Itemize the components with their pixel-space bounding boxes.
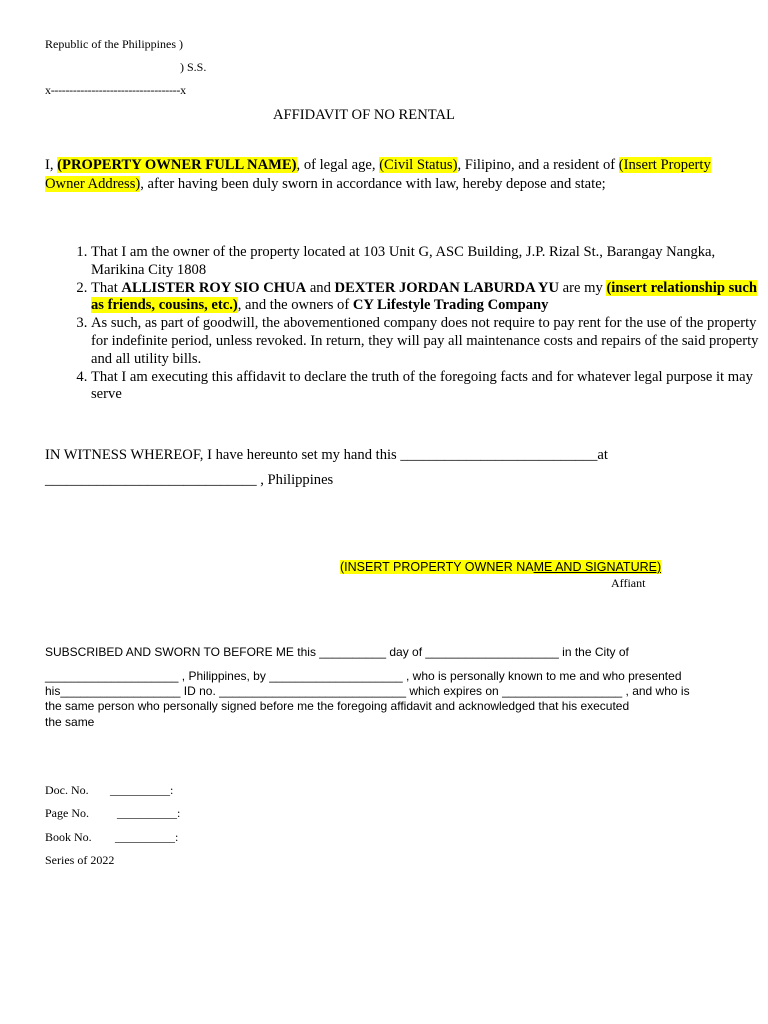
statement-item-1: 1. That I am the owner of the property located at 103 Unit G, ASC Building, J.P. Rizal St., Barangay Nangka, Marikina City 1808 (91, 244, 768, 280)
separator-line: x-----------------------------------x (45, 83, 186, 97)
address-placeholder: (Insert Property Owner Address) (45, 157, 711, 192)
company-name: CY Lifestyle Trading Company (352, 297, 549, 314)
page-no-blank: __________: (117, 806, 181, 820)
ss-line: ) S.S. (180, 60, 207, 74)
page-no-label: Page No. (45, 806, 89, 820)
document-title: AFFIDAVIT OF NO RENTAL (273, 107, 455, 123)
statement-item-4: 4. That I am executing this affidavit to declare the truth of the foregoing facts and for whatever legal purpose it may serve (91, 369, 768, 405)
notary-line-1: SUBSCRIBED AND SWORN TO BEFORE ME this __________ day of ____________________ in the City of (45, 645, 629, 659)
notary-line-2: ____________________ , Philippines, by ____________________ , who is personally known to me and who presented (45, 669, 682, 683)
witness-line-1: IN WITNESS WHEREOF, I have hereunto set my hand this ___________________________at (45, 447, 608, 463)
signature-name-part-2: ME AND SIGNATURE) (533, 560, 662, 574)
item2-text-1: That (91, 279, 122, 296)
affiant-label: Affiant (611, 576, 646, 590)
doc-no-blank: __________: (110, 783, 174, 797)
series-label: Series of 2022 (45, 853, 115, 867)
intro-text-1: I, (45, 157, 58, 173)
statement-item-2 (91, 280, 768, 316)
intro-text-2: , of legal age, (296, 157, 380, 173)
notary-line-4: the same person who personally signed before me the foregoing affidavit and acknowledged that his executed (45, 699, 630, 713)
witness-line-2: _____________________________ , Philippines (45, 472, 334, 488)
statement-item-3: 3. As such, as part of goodwill, the abovementioned company does not require to pay rent for the use of the property for indefinite period, unless revoked. In return, they will pay all maintenance costs and repairs of the said property and all utility bills. (91, 315, 768, 368)
notary-line-3: his__________________ ID no. ____________________________ which expires on __________________ , and who is (45, 684, 690, 698)
book-no-blank: __________: (115, 830, 179, 844)
item2-text-2: and (306, 279, 335, 296)
item2-text-3: are my (559, 279, 607, 296)
person-name-1: ALLISTER ROY SIO CHUA (121, 279, 307, 296)
relationship-placeholder: (insert relationship such as friends, cousins, etc.) (91, 279, 757, 314)
notary-line-5: the same (45, 715, 95, 729)
civil-status-placeholder: (Civil Status) (379, 157, 458, 173)
republic-line: Republic of the Philippines ) (45, 37, 183, 51)
intro-text-3: , Filipino, and a resident of (457, 157, 619, 173)
signature-name-part-1: (INSERT PROPERTY OWNER NA (340, 560, 534, 574)
owner-name-placeholder: (PROPERTY OWNER FULL NAME) (57, 157, 297, 173)
person-name-2: DEXTER JORDAN LABURDA YU (334, 279, 560, 296)
doc-no-label: Doc. No. (45, 783, 89, 797)
intro-text-4: , after having been duly sworn in accordance with law, hereby depose and state; (140, 176, 606, 192)
intro-paragraph (45, 156, 725, 194)
item2-text-4: , and the owners of (237, 297, 353, 314)
statement-list (45, 244, 768, 404)
book-no-label: Book No. (45, 830, 92, 844)
signature-placeholder (340, 560, 661, 574)
